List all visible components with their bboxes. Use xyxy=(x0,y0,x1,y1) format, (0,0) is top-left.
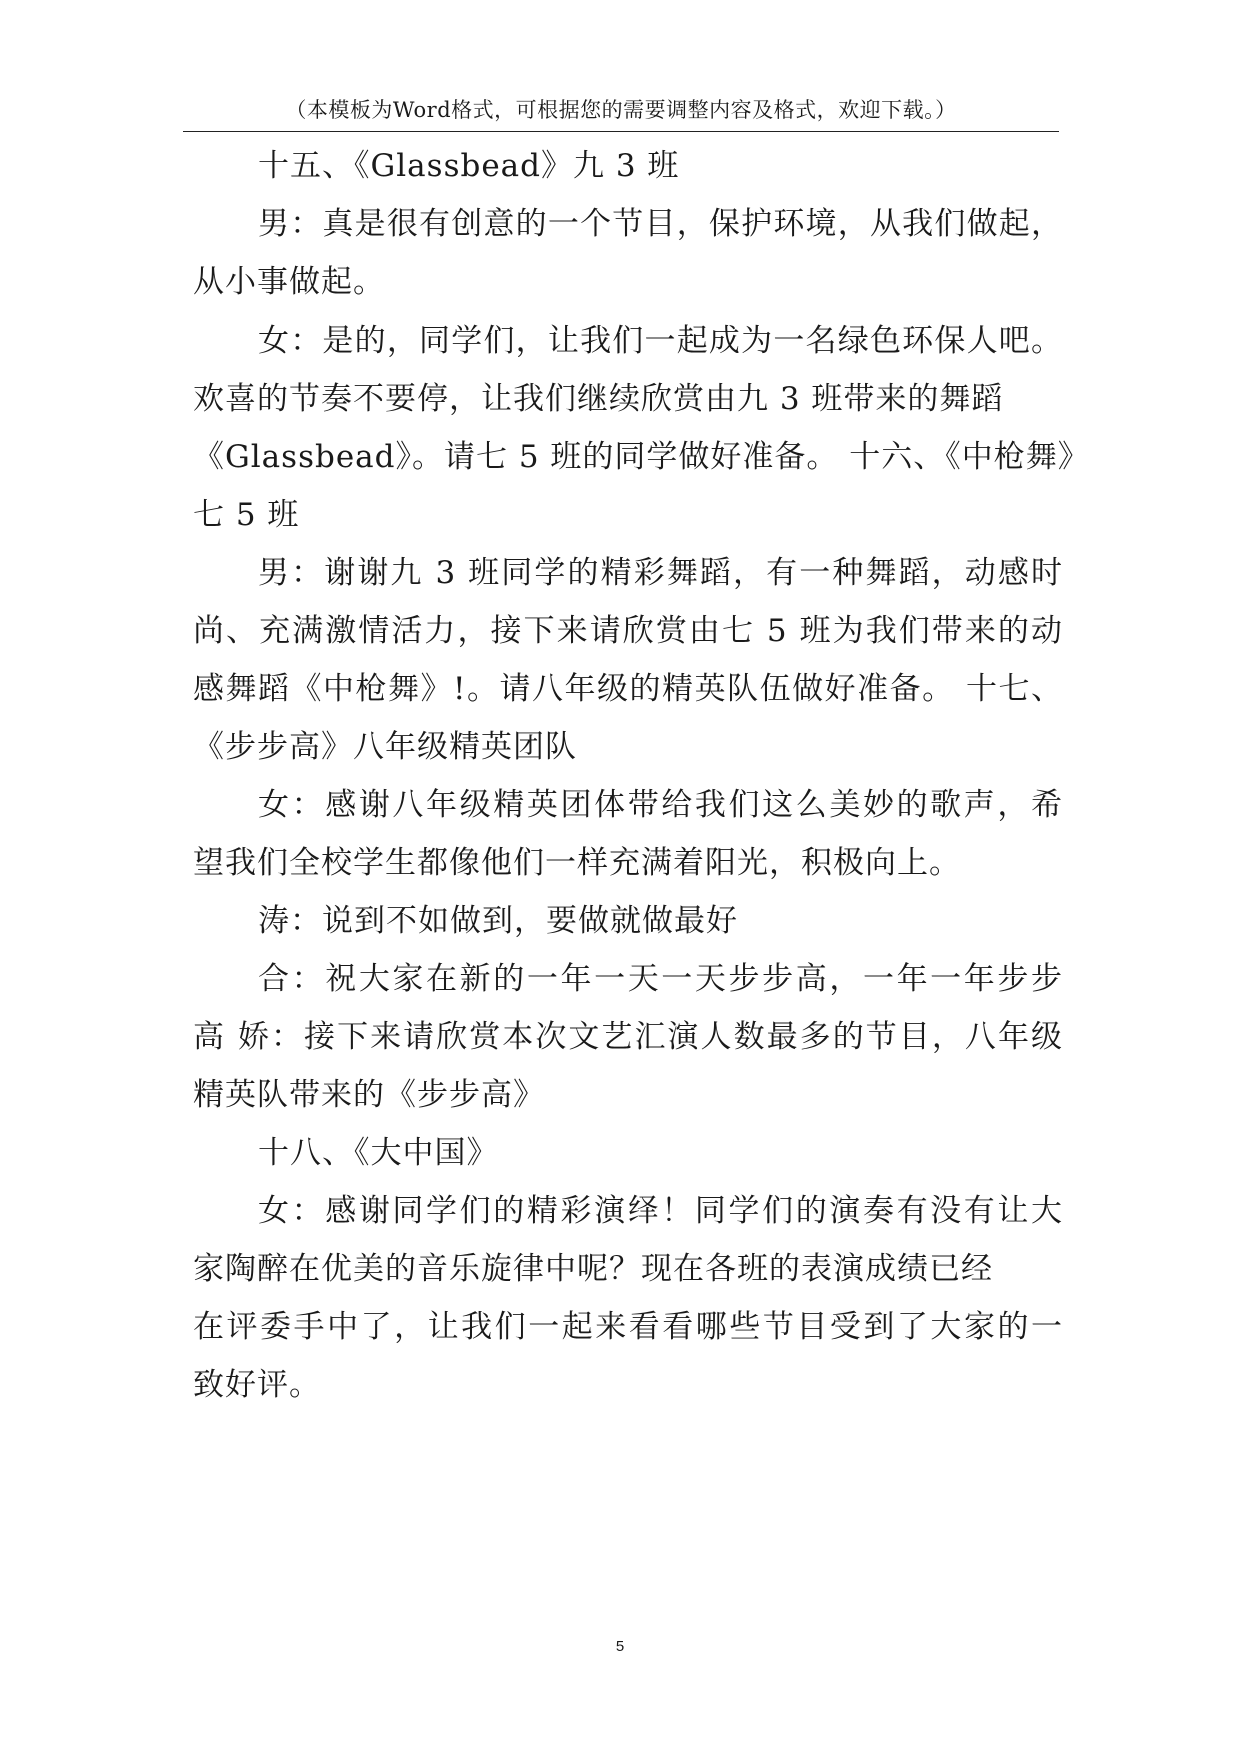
body-line: 致好评。 xyxy=(193,1367,321,1403)
page-number: 5 xyxy=(615,1638,625,1655)
body-line: 女：感谢八年级精英团体带给我们这么美妙的歌声，希 xyxy=(258,787,1063,823)
body-line: 感舞蹈《中枪舞》!。请八年级的精英队伍做好准备。 十七、 xyxy=(193,671,1063,707)
body-line: 男：真是很有创意的一个节目，保护环境，从我们做起， xyxy=(258,206,1063,242)
body-line: 女：是的，同学们，让我们一起成为一名绿色环保人吧。 xyxy=(258,323,1063,359)
body-line: 男：谢谢九 3 班同学的精彩舞蹈，有一种舞蹈，动感时 xyxy=(258,555,1063,591)
page-header-note: （本模板为Word格式，可根据您的需要调整内容及格式，欢迎下载。） xyxy=(285,98,957,122)
header-divider xyxy=(183,131,1059,132)
body-line: 从小事做起。 xyxy=(193,264,385,300)
body-line: 七 5 班 xyxy=(193,497,300,533)
body-line: 望我们全校学生都像他们一样充满着阳光，积极向上。 xyxy=(193,845,961,881)
body-line: 《步步高》八年级精英团队 xyxy=(193,729,577,765)
section-heading-18: 十八、《大中国》 xyxy=(258,1135,499,1171)
section-heading-15: 十五、《Glassbead》九 3 班 xyxy=(258,148,680,184)
body-line: 高 娇：接下来请欣赏本次文艺汇演人数最多的节目，八年级 xyxy=(193,1019,1063,1055)
body-line: 欢喜的节奏不要停，让我们继续欣赏由九 3 班带来的舞蹈 xyxy=(193,381,1004,417)
body-line: 合：祝大家在新的一年一天一天步步高，一年一年步步 xyxy=(258,961,1063,997)
body-line: 家陶醉在优美的音乐旋律中呢？现在各班的表演成绩已经 xyxy=(193,1251,993,1287)
body-line: 女：感谢同学们的精彩演绎！同学们的演奏有没有让大 xyxy=(258,1193,1063,1229)
body-line: 精英队带来的《步步高》 xyxy=(193,1077,545,1113)
body-line: 涛：说到不如做到，要做就做最好 xyxy=(258,903,738,939)
body-line: 《Glassbead》。请七 5 班的同学做好准备。 十六、《中枪舞》 xyxy=(193,439,1090,475)
body-line: 尚、充满激情活力，接下来请欣赏由七 5 班为我们带来的动 xyxy=(193,613,1063,649)
body-line: 在评委手中了，让我们一起来看看哪些节目受到了大家的一 xyxy=(193,1309,1063,1345)
